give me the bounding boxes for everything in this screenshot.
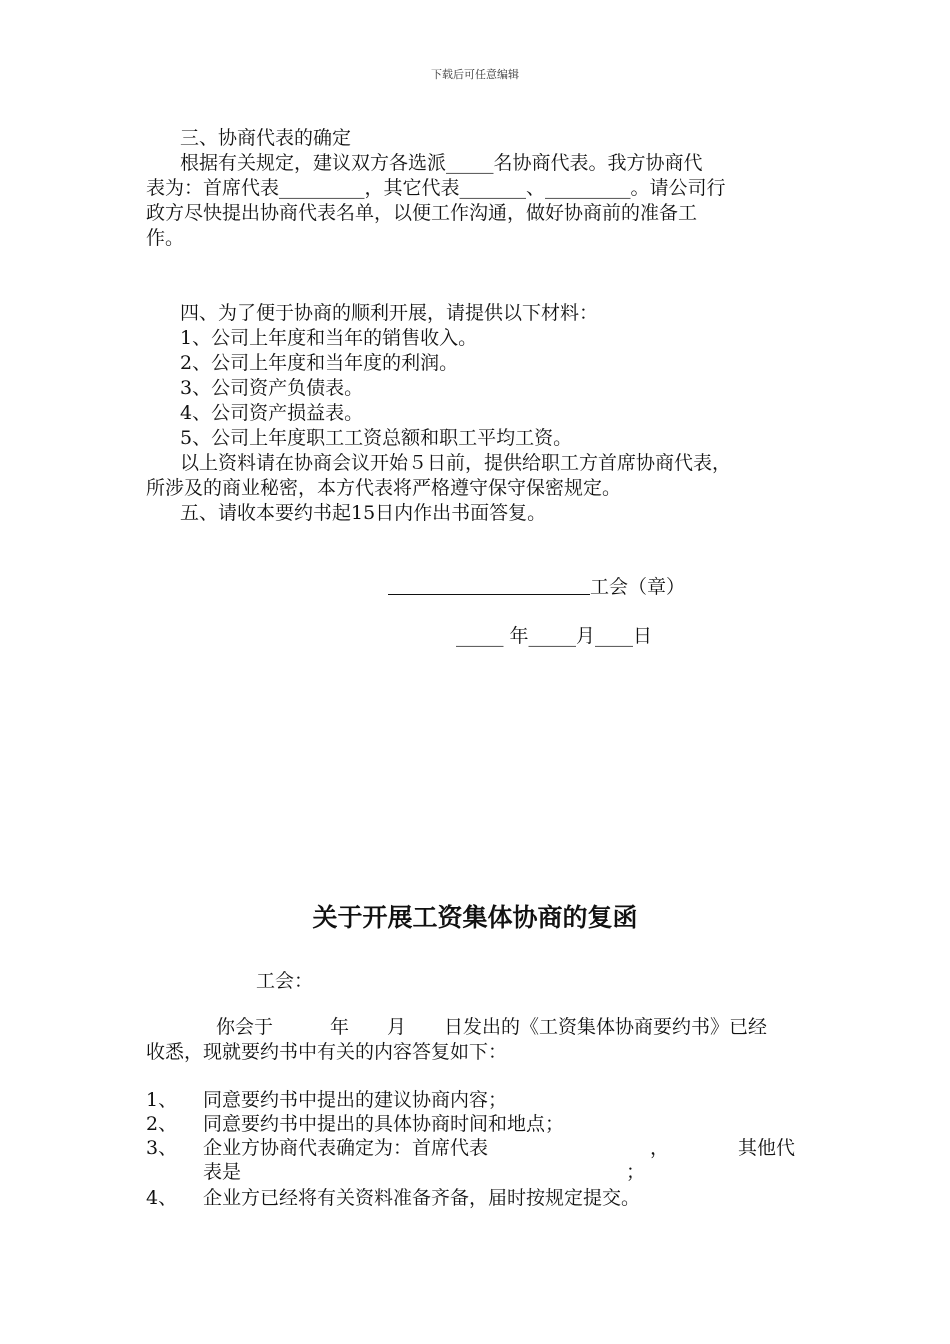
- reply-body-line1: 你会于 年 月 日发出的《工资集体协商要约书》已经: [216, 1016, 768, 1038]
- date-line: _____ 年_____月____日: [456, 625, 653, 647]
- reply-item-number: 3、: [146, 1137, 178, 1159]
- reply-item-text: 企业方已经将有关资料准备齐备，届时按规定提交。: [203, 1187, 641, 1209]
- section3-paragraph-line3: 政方尽快提出协商代表名单，以便工作沟通，做好协商前的准备工: [146, 202, 698, 224]
- reply-item-semicolon: ；: [626, 1161, 646, 1183]
- reply-item-number: 4、: [146, 1187, 178, 1209]
- reply-salutation: 工会：: [256, 970, 314, 992]
- reply-item-text: 同意要约书中提出的建议协商内容；: [203, 1089, 508, 1111]
- material-item: 3、公司资产负债表。: [180, 377, 364, 399]
- section3-paragraph-line2: 表为：首席代表_________，其它代表_______、_________。请公司行: [146, 177, 726, 199]
- section3-heading: 三、协商代表的确定: [180, 127, 352, 149]
- material-item: 4、公司资产损益表。: [180, 402, 364, 424]
- union-seal-line: [388, 574, 685, 599]
- material-item: 2、公司上年度和当年度的利润。: [180, 352, 459, 374]
- material-item: 5、公司上年度职工工资总额和职工平均工资。: [180, 427, 573, 449]
- section3-paragraph-line1: 根据有关规定，建议双方各选派_____名协商代表。我方协商代: [180, 152, 703, 174]
- reply-item-continuation: 其他代: [738, 1137, 796, 1159]
- union-seal-label: 工会（章）: [590, 576, 686, 598]
- section4-heading: 四、为了便于协商的顺利开展，请提供以下材料：: [180, 302, 599, 324]
- union-name-blank: [388, 574, 590, 595]
- reply-item-number: 1、: [146, 1089, 178, 1111]
- reply-item-text: 同意要约书中提出的具体协商时间和地点；: [203, 1113, 565, 1135]
- reply-item-comma: ，: [650, 1137, 670, 1159]
- reply-body-line2: 收悉，现就要约书中有关的内容答复如下：: [146, 1041, 508, 1063]
- section4-note-line1: 以上资料请在协商会议开始５日前，提供给职工方首席协商代表，: [180, 452, 732, 474]
- section4-note-line2: 所涉及的商业秘密，本方代表将严格遵守保守保密规定。: [146, 477, 622, 499]
- material-item: 1、公司上年度和当年的销售收入。: [180, 327, 478, 349]
- section3-paragraph-line4: 作。: [146, 227, 185, 249]
- reply-title: 关于开展工资集体协商的复函: [312, 903, 638, 932]
- page-header: 下载后可任意编辑: [431, 68, 519, 81]
- reply-item-text: 企业方协商代表确定为：首席代表: [203, 1137, 489, 1159]
- section5-text: 五、请收本要约书起15日内作出书面答复。: [180, 502, 547, 524]
- reply-item-text: 表是: [203, 1161, 242, 1183]
- reply-item-number: 2、: [146, 1113, 178, 1135]
